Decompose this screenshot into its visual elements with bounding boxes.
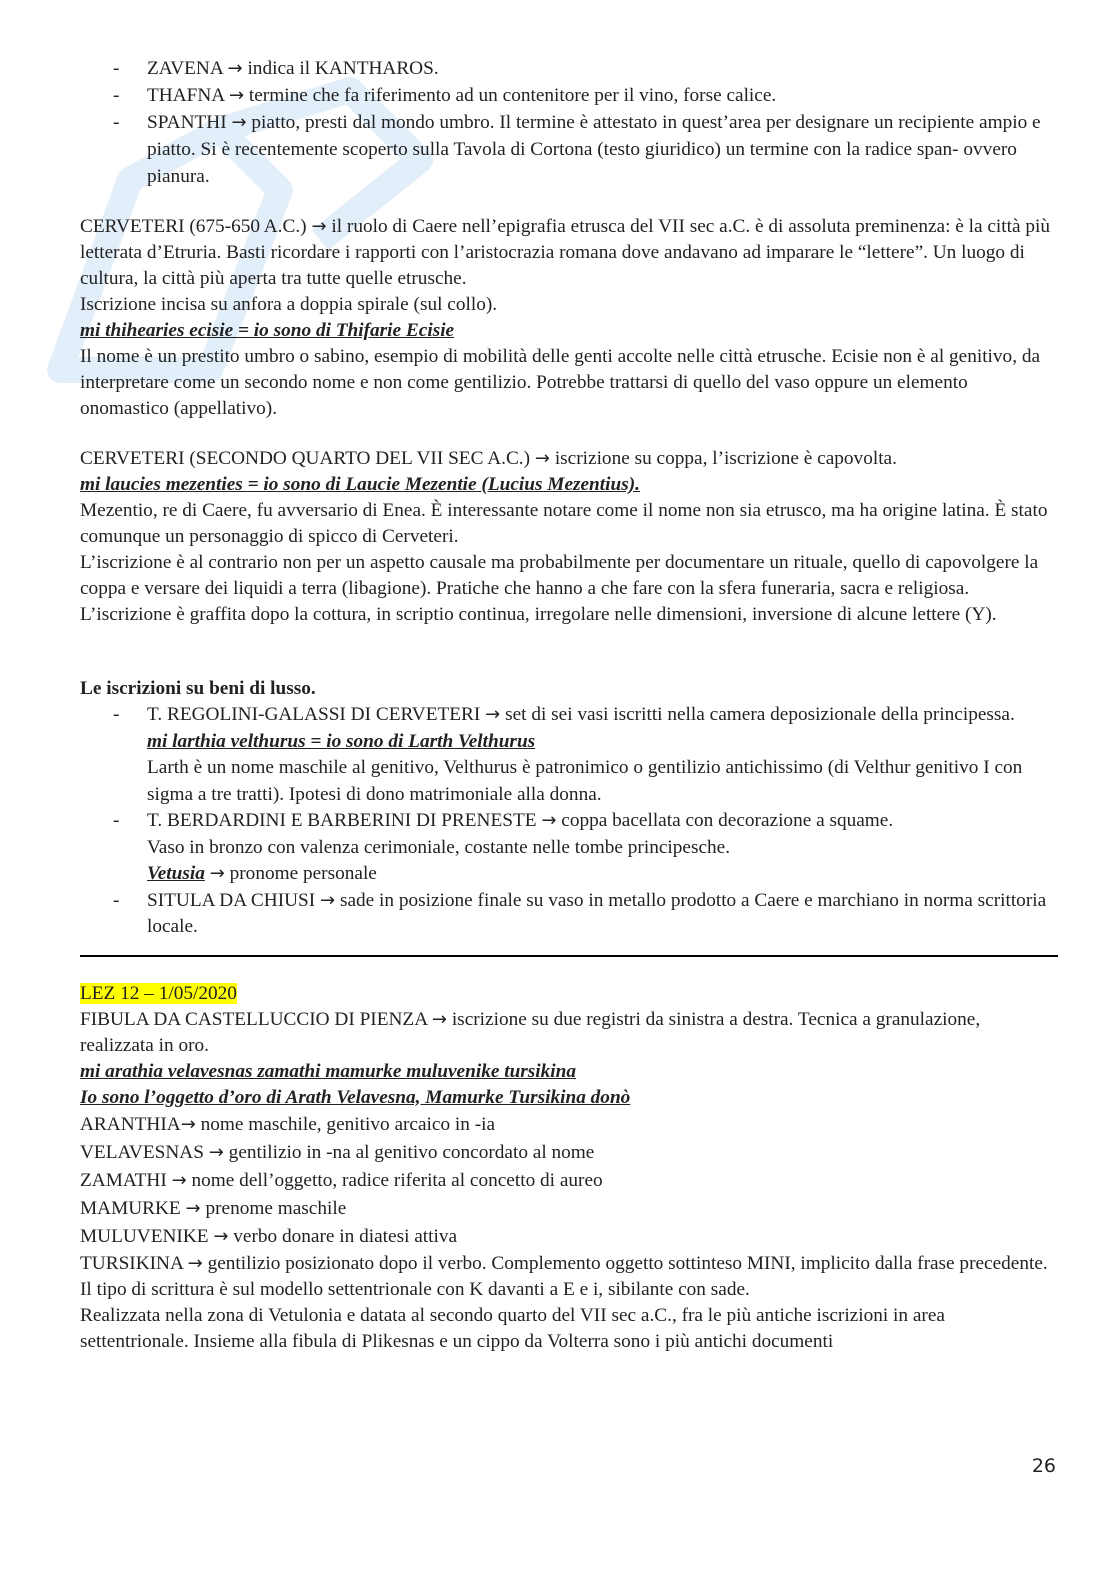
term-row: MULUVENIKE → verbo donare in diatesi attiva [80,1225,458,1247]
section-beni-lusso [80,676,1058,941]
section-cerveteri-1 [80,214,1058,422]
arrow-right-icon: → [213,1225,229,1247]
arrow-right-icon: → [185,1197,201,1219]
arrow-right-icon: → [541,810,557,831]
paragraph: L’iscrizione è al contrario non per un aspetto causale ma probabilmente per documentare un rituale, quello di capovolgere la coppa e versare dei liquidi a terra (libagione). Pratiche che hanno a che fare con la sfera funeraria, sacra e religiosa. L’iscrizione è graffita dopo la cottura, in scriptio continua, irregolare nelle dimensioni, inversione di alcune lettere (Y). [80,552,1039,625]
paragraph: Il tipo di scrittura è sul modello settentrionale con K davanti a E e i, sibilante con sade. [80,1278,750,1300]
lusso-list [80,702,1058,941]
top-term-list [80,55,1058,190]
list-item: - THAFNA → termine che fa riferimento ad un contenitore per il vino, forse calice. [80,82,1058,109]
inscription: mi larthia velthurus = io sono di Larth Velthurus [147,730,536,752]
inscription-translation: Io sono l’oggetto d’oro di Arath Velavesna, Mamurke Tursikina donò [80,1086,631,1108]
paragraph: Mezentio, re di Caere, fu avversario di Enea. È interessante notare come il nome non sia etrusco, ma ha origine latina. È stato comunque un personaggio di spicco di Cerveteri. [80,500,1048,547]
arrow-right-icon: → [171,1169,187,1191]
arrow-right-icon: → [209,863,225,884]
arrow-right-icon: → [228,85,245,106]
arrow-right-icon: → [311,216,327,237]
inscription: mi thihearies ecisie = io sono di Thifarie Ecisie [80,320,455,341]
horizontal-divider [80,955,1058,957]
arrow-right-icon: → [231,112,247,133]
term-row: ARANTHIA→ nome maschile, genitivo arcaico in -ia [80,1113,496,1135]
term-row: ZAMATHI → nome dell’oggetto, radice riferita al concetto di aureo [80,1169,603,1191]
arrow-right-icon: → [485,704,501,725]
page-number: 26 [1031,1455,1056,1477]
term-row: MAMURKE → prenome maschile [80,1197,347,1219]
term-row: VELAVESNAS → gentilizio in -na al genitivo concordato al nome [80,1141,595,1163]
arrow-right-icon: → [534,448,550,469]
paragraph: Iscrizione incisa su anfora a doppia spirale (sul collo). [80,294,498,315]
paragraph: Il nome è un prestito umbro o sabino, esempio di mobilità delle genti accolte nelle città etrusche. Ecisie non è al genitivo, da interpretare come un secondo nome e non come gentilizio. Potrebbe trattarsi di quello del vaso oppure un elemento onomastico (appellativo). [80,346,1041,419]
paragraph: CERVETERI (SECONDO QUARTO DEL VII SEC A.C.) → iscrizione su coppa, l’iscrizione è capovolta. [80,448,897,469]
inscription: mi laucies mezenties = io sono di Laucie Mezentie (Lucius Mezentius). [80,474,640,495]
list-item: - SPANTHI → piatto, presti dal mondo umbro. Il termine è attestato in quest’area per designare un recipiente ampio e piatto. Si è recentemente scoperto sulla Tavola di Cortona (testo giuridico) un termine con la radice span- ovvero pianura. [80,109,1058,190]
list-item: - T. REGOLINI-GALASSI DI CERVETERI → set di sei vasi iscritti nella camera deposizionale della principessa. mi larthia velthurus = io sono di Larth Velthurus Larth è un nome maschile al genitivo, Velthurus è patronimico o gentilizio antichissimo (di Velthur genitivo I con sigma a tre tratti). Ipotesi di dono matrimoniale alla donna. [80,702,1058,808]
term: Vetusia [147,863,205,884]
section-lezione-12 [80,981,1058,1355]
list-item: - ZAVENA → indica il KANTHAROS. [80,55,1058,82]
paragraph: CERVETERI (675-650 A.C.) → il ruolo di Caere nell’epigrafia etrusca del VII sec a.C. è di assoluta preminenza: è la città più letterata d’Etruria. Basti ricordare i rapporti con l’aristocrazia romana dove andavano ad imparare le “lettere”. Un luogo di cultura, la città più aperta tra tutte quelle etrusche. [80,216,1051,289]
document-page [80,55,1058,1355]
paragraph: FIBULA DA CASTELLUCCIO DI PIENZA → iscrizione su due registri da sinistra a destra. Tecnica a granulazione, realizzata in oro. [80,1008,981,1056]
arrow-right-icon: → [208,1141,224,1163]
lesson-label: LEZ 12 – 1/05/2020 [80,982,237,1004]
list-item: - SITULA DA CHIUSI → sade in posizione finale su vaso in metallo prodotto a Caere e marchiano in norma scrittoria locale. [80,888,1058,941]
list-item: - T. BERDARDINI E BARBERINI DI PRENESTE → coppa bacellata con decorazione a squame. Vaso in bronzo con valenza cerimoniale, costante nelle tombe principesche. Vetusia → pronome personale [80,808,1058,888]
term-row: TURSIKINA → gentilizio posizionato dopo il verbo. Complemento oggetto sottinteso MINI, implicito dalla frase precedente. [80,1252,1048,1274]
arrow-right-icon: → [431,1008,447,1030]
section-cerveteri-2 [80,446,1058,628]
term-list [80,1111,1058,1277]
arrow-right-icon: → [180,1113,196,1135]
section-heading: Le iscrizioni su beni di lusso. [80,678,316,699]
paragraph: Realizzata nella zona di Vetulonia e datata al secondo quarto del VII sec a.C., fra le più antiche iscrizioni in area settentrionale. Insieme alla fibula di Plikesnas e un cippo da Volterra sono i più antichi documenti [80,1304,945,1352]
arrow-right-icon: → [187,1252,203,1274]
arrow-right-icon: → [320,889,336,911]
arrow-right-icon: → [227,58,243,79]
inscription: mi arathia velavesnas zamathi mamurke muluvenike tursikina [80,1060,577,1082]
